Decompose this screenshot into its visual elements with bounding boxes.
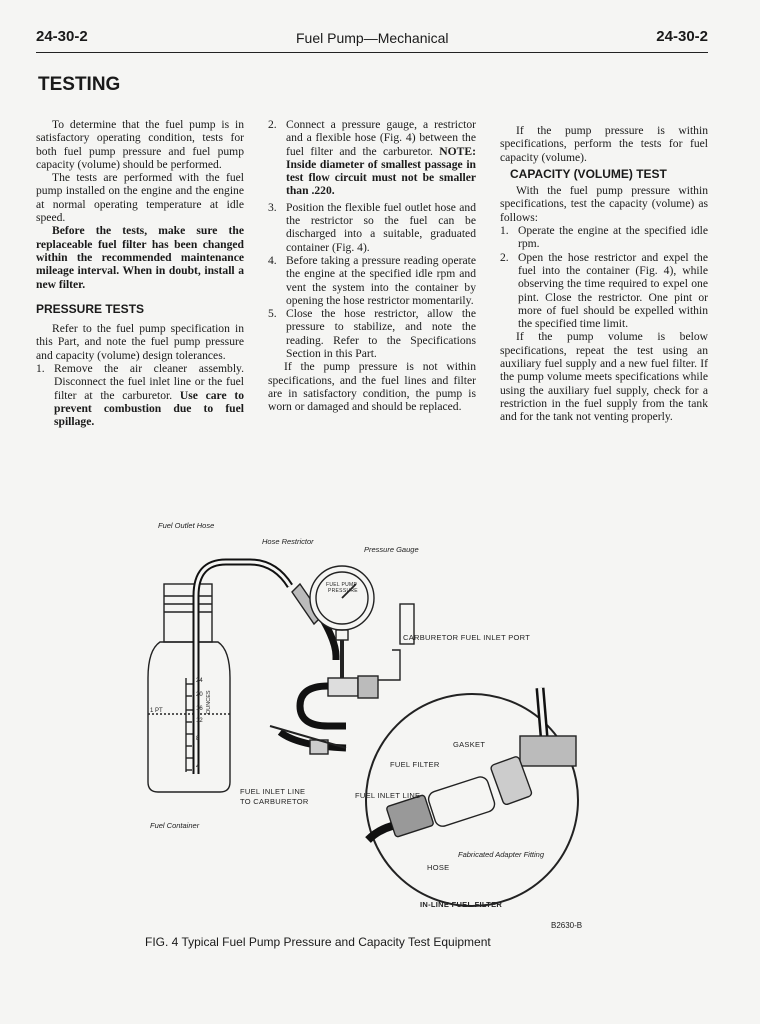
label-fabricated-adapter-fitting: Fabricated Adapter Fitting [458, 850, 545, 859]
list-caution: Use care to prevent combustion due to fuel spillage. [54, 388, 244, 429]
label-in-line-fuel-filter: IN-LINE FUEL FILTER [420, 900, 503, 909]
section-title: TESTING [38, 74, 121, 95]
text-column-2 [268, 118, 476, 414]
list-text: Close the hose restrictor, allow the pressure to stabilize, and note the reading. Refer to the Specifications Section in this Part. [286, 307, 476, 361]
paragraph: If the pump pressure is not within specifications, and the fuel lines and filter are in satisfactory condition, the pump is worn or damaged and should be replaced. [268, 360, 476, 414]
label-fuel-inlet-line: FUEL INLET LINE [355, 791, 421, 800]
list-item [268, 201, 476, 254]
list-number: 5. [268, 307, 277, 321]
text-column-3 [500, 124, 708, 424]
paragraph: If the pump volume is below specifications, repeat the test using an auxiliary fuel supply and a new fuel filter. If the pump volume meets specifications while using the auxiliary fuel supply, check for a restriction in the fuel supply from the tank and for the tank not venting properly. [500, 330, 708, 424]
page-number-right: 24-30-2 [656, 28, 708, 45]
list-number: 2. [500, 250, 509, 264]
gauge-label-2: PRESSURE [328, 588, 358, 594]
scale-4: 4 [196, 764, 200, 770]
list-number: 1. [36, 362, 45, 376]
list-item [268, 118, 476, 198]
label-hose-restrictor: Hose Restrictor [262, 537, 314, 546]
scale-ounces: OUNCES [206, 690, 212, 714]
warning-paragraph: Before the tests, make sure the replaceable fuel filter has been changed within the recommended maintenance mileage interval. When in doubt, install a new filter. [36, 224, 244, 291]
label-fuel-container: Fuel Container [150, 821, 200, 830]
label-fuel-filter: FUEL FILTER [390, 760, 440, 769]
list-number: 4. [268, 253, 277, 267]
label-inlet-to-carb-line1: FUEL INLET LINE [240, 787, 306, 796]
subheading-capacity-test: CAPACITY (VOLUME) TEST [510, 166, 667, 181]
list-number: 1. [500, 224, 509, 238]
list-note: NOTE: Inside diameter of smallest passage in test flow circuit must not be smaller than .220. [286, 144, 476, 198]
figure-caption: FIG. 4 Typical Fuel Pump Pressure and Capacity Test Equipment [145, 935, 491, 949]
scale-12: 12 [196, 718, 203, 724]
list-text: Open the hose restrictor and expel the fuel into the container (Fig. 4), while observing the time required to expel one pint. Close the restrictor. One pint or more of fuel should be expelled within the specified time limit. [518, 250, 708, 331]
list-text: Position the flexible fuel outlet hose and the restrictor so the fuel can be discharged into a suitable, graduated container (Fig. 4). [286, 200, 476, 254]
scale-1-pt: 1 PT [150, 708, 163, 714]
figure-test-equipment [100, 500, 620, 940]
scale-16: 16 [196, 706, 203, 712]
list-text: Operate the engine at the specified idle rpm. [518, 224, 708, 251]
list-number: 2. [268, 118, 277, 131]
scale-24: 24 [196, 678, 203, 684]
header-rule [36, 52, 708, 53]
text-column-1 [36, 118, 244, 429]
list-item [268, 307, 476, 360]
paragraph: With the fuel pump pressure within specifications, test the capacity (volume) as follows: [500, 184, 708, 224]
paragraph: Refer to the fuel pump specification in this Part, and note the fuel pump pressure and capacity (volume) design tolerances. [36, 322, 244, 362]
paragraph: If the pump pressure is within specifications, perform the tests for fuel capacity (volume). [500, 124, 708, 164]
list-item [500, 224, 708, 251]
scale-20: 20 [196, 692, 203, 698]
header-title: Fuel Pump—Mechanical [296, 30, 449, 46]
paragraph: The tests are performed with the fuel pump installed on the engine and the engine at normal operating temperature at idle speed. [36, 171, 244, 225]
label-hose: HOSE [427, 863, 450, 872]
scale-8: 8 [196, 736, 200, 742]
label-carburetor-fuel-inlet-port: CARBURETOR FUEL INLET PORT [403, 633, 531, 642]
list-item [268, 254, 476, 307]
label-gasket: GASKET [453, 740, 486, 749]
label-pressure-gauge: Pressure Gauge [364, 545, 419, 554]
paragraph: To determine that the fuel pump is in satisfactory operating condition, tests for both fuel pump pressure and fuel pump capacity (volume) should be performed. [36, 118, 244, 171]
list-text: Connect a pressure gauge, a restrictor and a flexible hose (Fig. 4) between the fuel filter and the carburetor. [286, 118, 476, 158]
list-text: Remove the air cleaner assembly. Disconnect the fuel inlet line or the fuel filter at the carburetor. [54, 362, 244, 402]
list-item [500, 251, 708, 331]
page-number-left: 24-30-2 [36, 28, 88, 45]
list-item [36, 362, 244, 428]
subheading-pressure-tests: PRESSURE TESTS [36, 301, 145, 316]
label-fuel-outlet-hose: Fuel Outlet Hose [158, 521, 215, 530]
gauge-label-1: FUEL PUMP [326, 582, 358, 588]
list-text: Before taking a pressure reading operate the engine at the specified idle rpm and vent the system into the container by opening the hose restrictor momentarily. [286, 253, 476, 307]
list-number: 3. [268, 200, 277, 214]
figure-id: B2630-B [551, 921, 583, 930]
label-inlet-to-carb-line2: TO CARBURETOR [240, 797, 309, 806]
figure-illustration [100, 500, 620, 940]
